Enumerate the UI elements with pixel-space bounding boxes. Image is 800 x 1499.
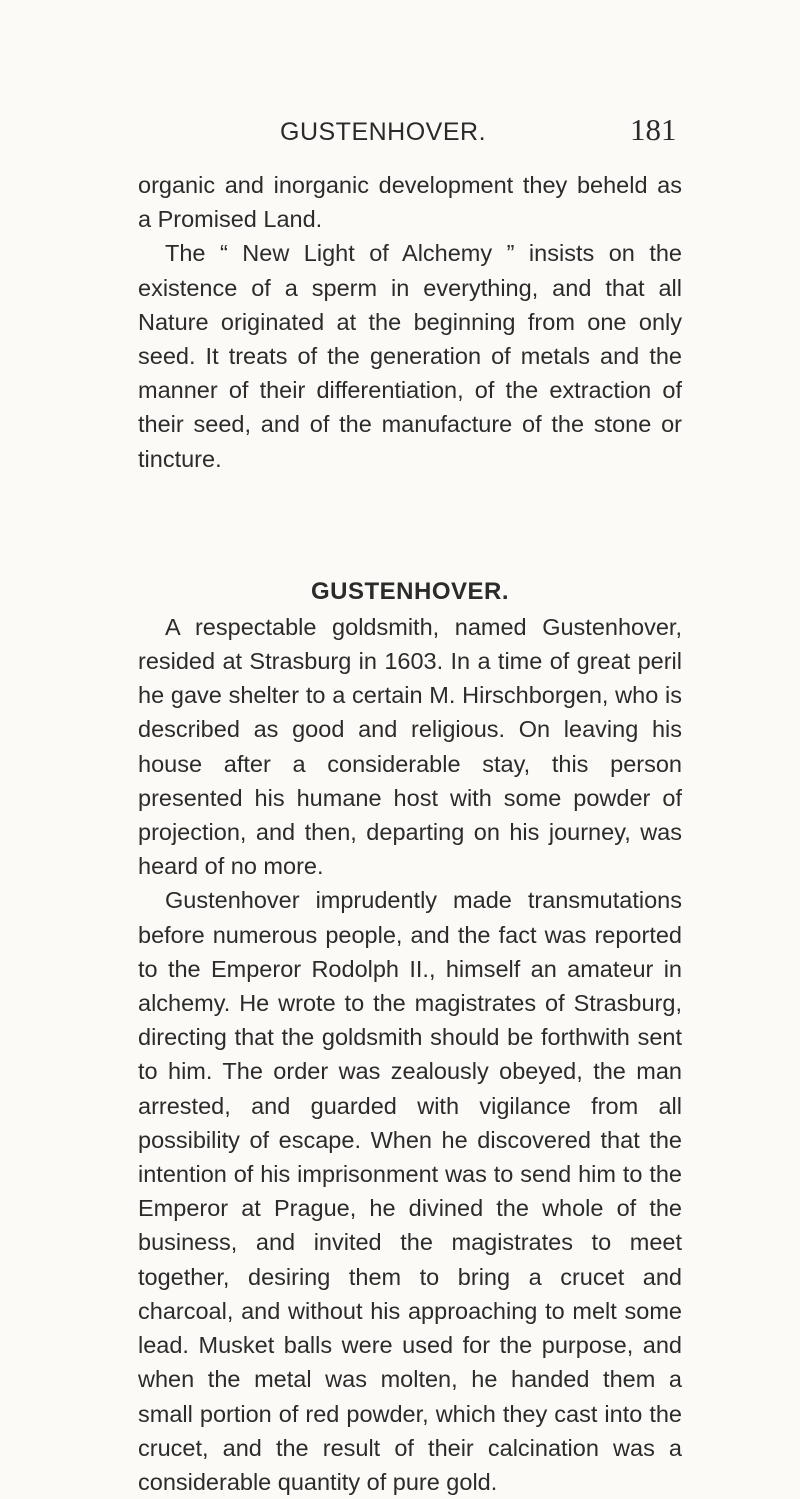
section-heading: GUSTENHOVER. [310,577,510,605]
page-number: 181 [630,112,677,147]
paragraph-goldsmith: A respectable goldsmith, named Gustenhover, resided at Strasburg in 1603. In a time of great peril he gave shelter to a certain M. Hirschborgen, who is described as good and religious. On leaving his house after a considerable stay, this person presented his humane host with some powder of projection, and then, departing on his journey, was heard of no more. [138,613,682,880]
paragraph-continuation: organic and inorganic development they beheld as a Promised Land. [138,172,682,233]
running-title: GUSTENHOVER. [280,118,487,146]
running-header [0,112,800,158]
body-text [138,168,682,1499]
paragraph-transmutation: Gustenhover imprudently made transmutations before numerous people, and the fact was reported to the Emperor Rodolph II., himself an amateur in alchemy. He wrote to the magistrates of Strasburg, directing that the goldsmith should be forthwith sent to him. The order was zealously obeyed, the man arrested, and guarded with vigilance from all possibility of escape. When he discovered that the intention of his imprisonment was to send him to the Emperor at Prague, he divined the whole of the business, and invited the magistrates to meet together, desiring them to bring a crucet and charcoal, and without his approaching to melt some lead. Musket balls were used for the purpose, and when the metal was molten, he handed them a small portion of red powder, which they cast into the crucet, and the result of their calcination was a considerable quantity of pure gold. [138,887,682,1495]
paragraph-new-light: The “ New Light of Alchemy ” insists on the existence of a sperm in everything, and that all Nature originated at the beginning from one only seed. It treats of the generation of metals and the manner of their differentiation, of the extraction of their seed, and of the manufacture of the stone or tincture. [138,240,682,472]
